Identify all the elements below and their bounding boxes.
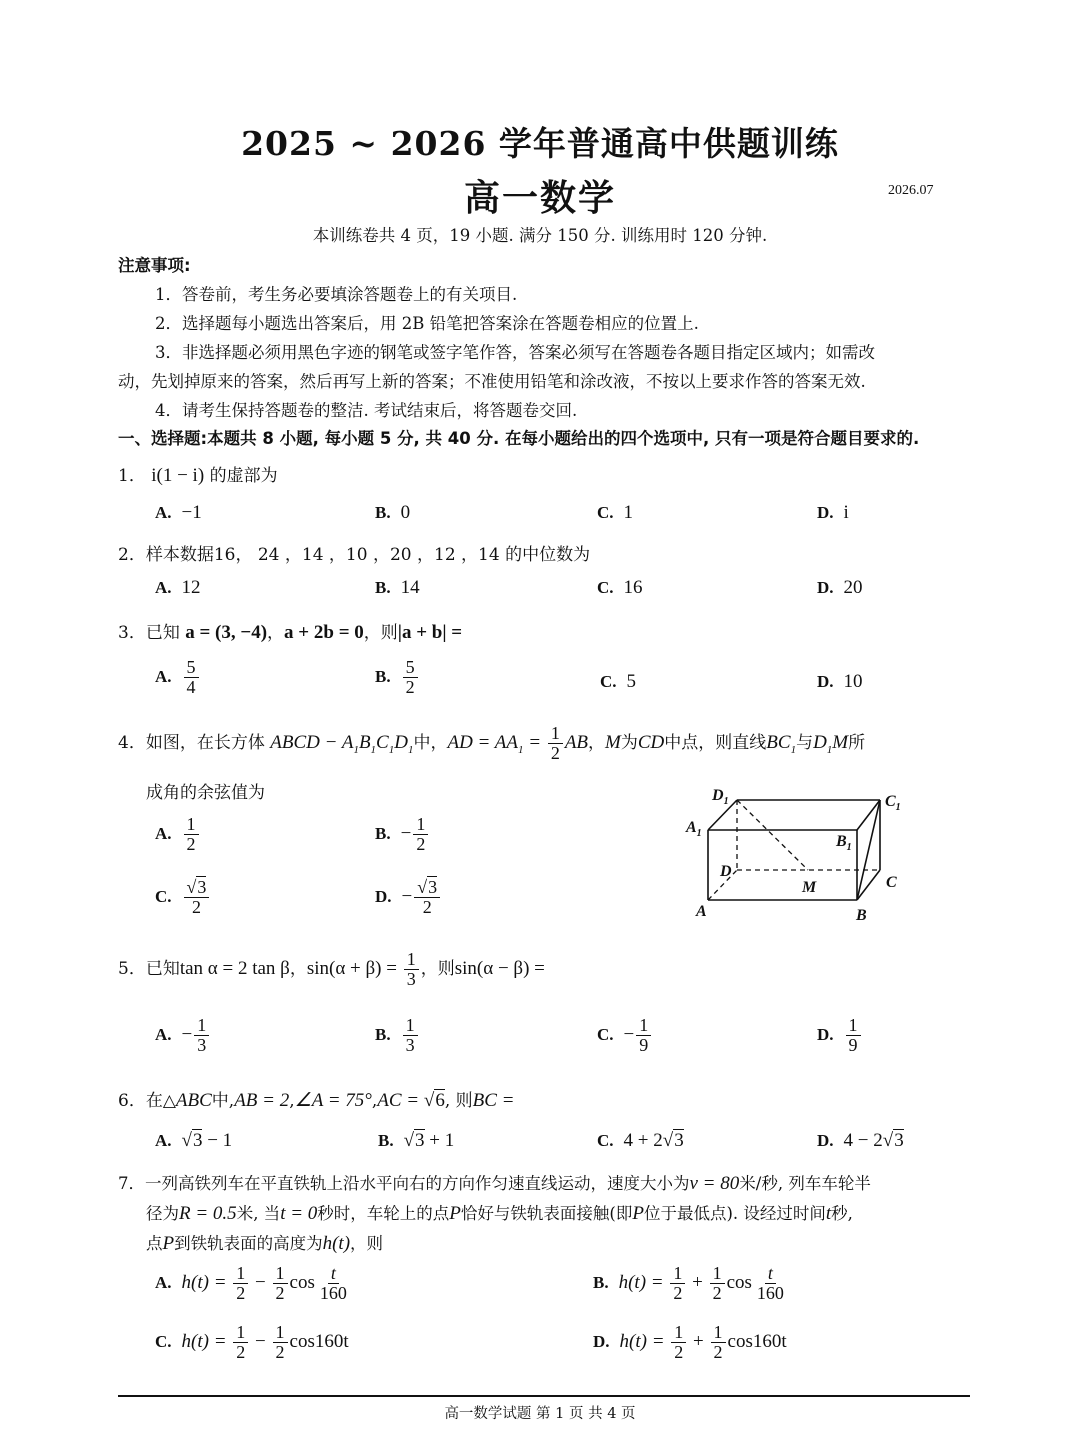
question-text: , <box>371 1091 378 1111</box>
exam-title: 2025 ~ 2026 学年普通高中供题训练 <box>241 124 839 163</box>
question-number: 1． <box>118 466 146 486</box>
math-expression: ∠A = 75° <box>294 1090 372 1111</box>
question-text: 已知 <box>145 623 186 643</box>
notice-item-2: 2．选择题每小题选出答案后，用 2B 铅笔把答案涂在答题卷相应的位置上. <box>155 314 699 333</box>
option-label: B. <box>378 1131 394 1150</box>
question-6-stem: 6．在△ABC中,AB = 2,∠A = 75°,AC = √6, 则BC = <box>118 1090 515 1111</box>
option-value: 16 <box>623 577 643 598</box>
option-label: D. <box>817 1024 834 1044</box>
notice-item-4: 4．请考生保持答题卷的整洁. 考试结束后，将答题卷交回. <box>155 401 578 420</box>
math-expression: AB = 2 <box>234 1090 290 1111</box>
option-label: A. <box>155 578 172 597</box>
fraction: $\frac{1}{9}$ <box>636 1016 651 1055</box>
option-value: 20 <box>843 577 863 598</box>
option-value: 5 <box>626 671 637 692</box>
exam-date: 2026.07 <box>888 183 934 198</box>
option-label: A. <box>155 1131 172 1150</box>
option-value: 12 <box>181 577 201 598</box>
label-A1: $A_1$ <box>686 819 702 839</box>
question-text: 在△ <box>145 1091 176 1111</box>
q5-option-a: A. − $\frac{1}{3}$ <box>155 1016 211 1055</box>
question-number: 3． <box>118 623 146 643</box>
question-4-stem-line2: 成角的余弦值为 <box>146 783 265 803</box>
option-label: C. <box>597 1024 614 1044</box>
q3-option-b <box>375 658 420 697</box>
math-expression: AC = <box>377 1090 424 1111</box>
math-expression: a = (3, −4) <box>185 622 268 643</box>
question-text: 与 <box>796 732 814 753</box>
numerator: 5 <box>184 658 199 678</box>
option-label: B. <box>375 666 391 686</box>
q2-option-c <box>597 577 643 599</box>
option-value: 14 <box>400 577 420 598</box>
question-7-line1: 7．一列高铁列车在平直铁轨上沿水平向右的方向作匀速直线运动，速度大小为v = 80米/秒, 列车车轮半 <box>118 1173 871 1194</box>
math-expression: sin(α − β) = <box>454 957 545 979</box>
q7-option-a: A. h(t) = $\frac{1}{2}$ − $\frac{1}{2}$ cos $\frac{t}{160}$ <box>155 1263 347 1303</box>
notice-item-3-cont: 动，先划掉原来的答案，然后再写上新的答案；不准使用铅笔和涂改液，不按以上要求作答的答案无效. <box>118 372 866 391</box>
question-text: ，则 <box>363 623 398 643</box>
fraction: $\frac{1}{3}$ <box>403 1016 418 1055</box>
q2-option-a <box>155 577 201 599</box>
math-expression: ABC <box>175 1090 212 1111</box>
q6-option-b: B. √3 + 1 <box>378 1130 455 1151</box>
q6-option-c: C. 4 + 2√3 <box>597 1130 684 1151</box>
question-text: 中， <box>413 732 448 753</box>
math-expression: ABCD − $A_1B_1C_1D_1$ <box>270 731 414 756</box>
option-label: D. <box>593 1331 610 1351</box>
q7-option-d: D. h(t) = $\frac{1}{2}$ + $\frac{1}{2}$ cos160t <box>593 1322 787 1362</box>
option-label: D. <box>817 672 834 691</box>
fraction: $\frac{1}{2}$ <box>548 724 563 763</box>
edge-A1D1 <box>708 800 737 830</box>
option-label: D. <box>817 503 834 522</box>
radicand: 6 <box>435 1090 445 1111</box>
section-1-heading: 一、选择题:本题共 8 小题, 每小题 5 分, 共 40 分. 在每小题给出的四个选项中, 只有一项是符合题目要求的. <box>118 429 920 448</box>
option-label: C. <box>155 886 172 906</box>
option-label: B. <box>375 823 391 843</box>
fraction: $\frac{1}{3}$ <box>194 1016 209 1055</box>
q6-option-d: D. 4 − 2√3 <box>817 1130 904 1151</box>
math-expression: tan α = 2 tan β <box>179 957 290 979</box>
question-number: 2． <box>118 545 146 565</box>
notice-title: 注意事项: <box>118 256 191 275</box>
q3-option-d <box>817 671 863 693</box>
q1-option-b <box>375 502 410 524</box>
option-label: B. <box>593 1272 609 1292</box>
math-expression: M <box>605 731 621 753</box>
question-number: 4． <box>118 732 146 753</box>
q7-option-c: C. h(t) = $\frac{1}{2}$ − $\frac{1}{2}$ cos160t <box>155 1322 349 1362</box>
cuboid-figure <box>680 780 920 930</box>
option-label: D. <box>375 886 392 906</box>
fraction: $\frac{1}{2}$ <box>184 815 199 854</box>
fraction <box>184 658 199 697</box>
label-D1: $D_1$ <box>712 787 729 807</box>
option-label: B. <box>375 578 391 597</box>
q1-option-a <box>155 502 202 524</box>
denominator: 2 <box>405 676 415 697</box>
question-text: 如图，在长方体 <box>145 732 265 753</box>
question-7-line2: 径为R = 0.5米, 当t = 0秒时，车轮上的点P恰好与铁轨表面接触(即P位于最低点). 设经过时间t秒, <box>146 1203 853 1224</box>
option-value: 10 <box>843 671 863 692</box>
label-D: D <box>720 863 732 880</box>
question-5-stem <box>118 950 545 989</box>
math-expression: CD <box>637 731 665 753</box>
option-label: A. <box>155 1272 172 1292</box>
fraction: $\frac{1}{2}$ <box>413 815 428 854</box>
option-label: D. <box>817 1131 834 1150</box>
label-C1: $C_1$ <box>885 793 901 813</box>
question-number: 6． <box>118 1091 146 1111</box>
math-expression: a + 2b = 0 <box>284 622 364 643</box>
question-text: 中, <box>211 1091 235 1111</box>
question-7-line3: 点P到铁轨表面的高度为h(t)，则 <box>146 1233 384 1254</box>
option-value: −1 <box>181 502 202 523</box>
q5-option-c: C. − $\frac{1}{9}$ <box>597 1016 653 1055</box>
option-label: C. <box>600 672 617 691</box>
math-expression: i(1 − i) <box>151 465 205 486</box>
question-3-stem <box>118 618 462 644</box>
q2-option-d <box>817 577 863 599</box>
q5-option-b <box>375 1016 420 1055</box>
question-text: 中点，则直线 <box>664 732 767 753</box>
option-label: A. <box>155 666 172 686</box>
q3-option-a <box>155 658 201 697</box>
option-label: A. <box>155 503 172 522</box>
question-text: 的虚部为 <box>209 466 278 486</box>
question-text: 样本数据16， 24 ，14 ，10 ，20 ，12 ，14 的中位数为 <box>145 545 591 565</box>
q7-option-b: B. h(t) = $\frac{1}{2}$ + $\frac{1}{2}$ cos $\frac{t}{160}$ <box>593 1263 784 1303</box>
math-expression: |a + b| = <box>397 622 463 643</box>
question-text: ， <box>588 732 606 753</box>
option-value: 1 <box>623 502 634 523</box>
question-text: 所 <box>848 732 866 753</box>
q1-option-d <box>817 502 849 524</box>
label-M: M <box>802 879 817 896</box>
fraction: $\frac{1}{9}$ <box>846 1016 861 1055</box>
fraction <box>403 658 418 697</box>
question-text: 已知 <box>145 958 180 979</box>
question-number: 5． <box>118 958 146 979</box>
q5-option-d <box>817 1016 863 1055</box>
question-text: 为 <box>620 732 638 753</box>
label-B: B <box>856 907 867 924</box>
q3-option-c <box>600 671 636 693</box>
question-text: ， <box>267 623 285 643</box>
subject-title: 高一数学 <box>463 177 616 219</box>
option-label: D. <box>817 578 834 597</box>
option-label: B. <box>375 503 391 522</box>
notice-item-3: 3．非选择题必须用黑色字迹的钢笔或签字笔作答，答案必须写在答题卷各题目指定区域内；如需改 <box>155 343 875 362</box>
label-A: A <box>696 903 707 920</box>
q2-option-b <box>375 577 420 599</box>
math-expression: AD = $AA_1$ = <box>447 731 546 756</box>
exam-intro: 本训练卷共 4 页，19 小题. 满分 150 分. 训练用时 120 分钟. <box>312 226 768 245</box>
option-label: C. <box>597 578 614 597</box>
fraction: $\frac{√3}{2}$ <box>184 878 210 917</box>
option-label: A. <box>155 1024 172 1044</box>
q4-option-b: B. − $\frac{1}{2}$ <box>375 815 430 854</box>
q4-option-c <box>155 878 211 917</box>
q6-option-a: A. √3 − 1 <box>155 1130 233 1151</box>
option-label: B. <box>375 1024 391 1044</box>
question-1-stem <box>118 461 278 487</box>
page-footer: 高一数学试题 第 1 页 共 4 页 <box>444 1406 636 1422</box>
question-number: 7． <box>118 1174 145 1193</box>
math-expression: BC = <box>472 1090 515 1111</box>
fraction: $\frac{1}{3}$ <box>404 950 419 989</box>
question-text: , 则 <box>444 1091 473 1111</box>
option-label: C. <box>597 1131 614 1150</box>
denominator: 4 <box>186 676 196 697</box>
footer-divider <box>118 1395 970 1397</box>
label-B1: $B_1$ <box>836 833 852 853</box>
option-label: C. <box>155 1331 172 1351</box>
numerator: 5 <box>403 658 418 678</box>
question-text: , <box>289 1091 295 1111</box>
option-label: C. <box>597 503 614 522</box>
q4-option-a <box>155 815 201 854</box>
question-4-stem <box>118 724 865 763</box>
question-2-stem <box>118 540 590 565</box>
label-C: C <box>886 874 897 891</box>
option-value: i <box>843 502 849 523</box>
q1-option-c <box>597 502 633 524</box>
option-value: 0 <box>400 502 411 523</box>
math-expression: AB <box>564 731 589 753</box>
line-D1M <box>737 800 808 870</box>
fraction: $\frac{√3}{2}$ <box>414 878 440 917</box>
math-expression: $D_1M$ <box>813 731 849 756</box>
option-label: A. <box>155 823 172 843</box>
question-text: ，则 <box>420 958 455 979</box>
q4-option-d: D. − $\frac{√3}{2}$ <box>375 878 442 917</box>
notice-item-1: 1．答卷前，考生务必要填涂答题卷上的有关项目. <box>155 285 518 304</box>
math-expression: $BC_1$ <box>766 731 797 756</box>
question-text: ， <box>289 958 307 979</box>
math-expression: sin(α + β) = <box>306 957 402 979</box>
